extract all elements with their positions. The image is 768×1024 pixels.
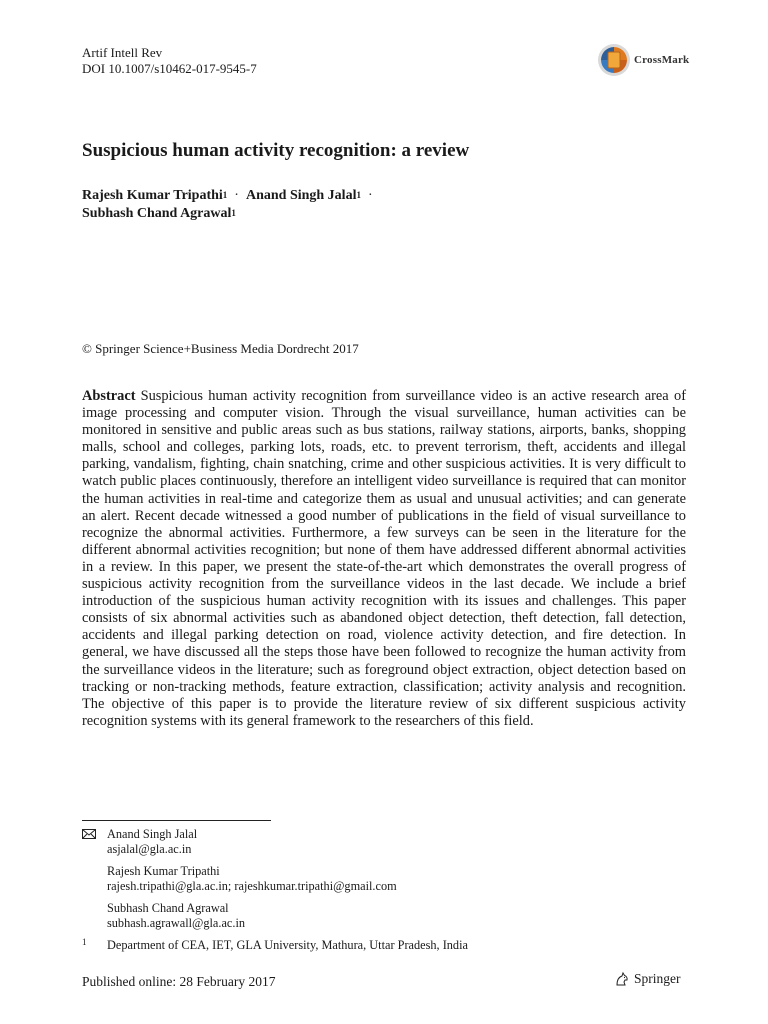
contact-email[interactable]: asjalal@gla.ac.in <box>107 842 192 856</box>
author-name[interactable]: Subhash Chand Agrawal <box>82 206 232 221</box>
correspondence-block <box>82 827 702 953</box>
contact-name: Rajesh Kumar Tripathi <box>107 864 220 878</box>
affiliation-number: 1 <box>82 937 87 947</box>
contact-name: Subhash Chand Agrawal <box>107 901 229 915</box>
copyright-notice: © Springer Science+Business Media Dordrecht 2017 <box>82 341 359 356</box>
author-name[interactable]: Rajesh Kumar Tripathi <box>82 188 223 203</box>
affiliation <box>82 938 702 953</box>
crossmark-badge[interactable] <box>597 43 689 77</box>
abstract-text: Suspicious human activity recognition from surveillance video is an active research area of image processing and computer vision. Through the visual surveillance, human activities can be monitored in sensitive and public areas such as bus stations, railway stations, airports, banks, shopping malls, school and colleges, parking lots, roads, etc. to prevent terrorism, theft, accidents and illegal parking, vandalism, fighting, chain snatching, crime and other suspicious activities. It is very difficult to watch public places continuously, therefore an intelligent video surveillance is required that can monitor the human activities in real-time and categorize them as usual and unusual activities; and can generate an alert. Recent decade witnessed a good number of publications in the field of visual surveillance to recognize the abnormal activities. Furthermore, a few surveys can be seen in the literature for the different abnormal activities recognition; but none of them have addressed different abnormal activities in a review. In this paper, we present the state-of-the-art which demonstrates the overall progress of suspicious activity recognition from the surveillance videos in the last decade. We include a brief introduction of the suspicious human activity recognition with its issues and challenges. This paper consists of six abnormal activities such as abandoned object detection, theft detection, fall detection, accidents and illegal parking detection on road, violence activity detection, and fire detection. In general, we have discussed all the steps those have been followed to recognize the human activity from the surveillance videos in the literature; such as foreground object extraction, object detection based on tracking or non-tracking methods, feature extraction, classification; activity analysis and recognition. The objective of this paper is to provide the literature review of six different suspicious activity recognition systems with its general framework to the researchers of this field. <box>82 388 686 729</box>
abstract <box>82 388 686 730</box>
author-separator: · <box>367 188 373 203</box>
author-list <box>82 187 380 223</box>
springer-horse-icon <box>614 971 630 987</box>
author-separator: · <box>234 188 239 203</box>
affiliation-marker: 1 <box>231 208 236 218</box>
affiliation-text: Department of CEA, IET, GLA University, Mathura, Uttar Pradesh, India <box>107 938 468 952</box>
doi: DOI 10.1007/s10462-017-9545-7 <box>82 61 257 76</box>
contact-email[interactable]: rajesh.tripathi@gla.ac.in; rajeshkumar.tripathi@gmail.com <box>107 879 397 893</box>
publisher-name: Springer <box>634 971 681 986</box>
envelope-icon <box>82 829 96 839</box>
affiliation-marker: 1 <box>356 190 361 200</box>
contact-entry <box>82 827 702 857</box>
contact-name: Anand Singh Jalal <box>107 827 198 841</box>
crossmark-label: CrossMark <box>634 54 690 66</box>
contact-entry <box>82 864 702 894</box>
author-name[interactable]: Anand Singh Jalal <box>245 188 357 203</box>
article-title: Suspicious human activity recognition: a review <box>82 140 470 161</box>
abstract-label: Abstract <box>82 388 136 404</box>
crossmark-icon <box>597 43 631 77</box>
publisher-logo[interactable] <box>614 971 681 987</box>
journal-header <box>82 45 257 77</box>
contact-email[interactable]: subhash.agrawall@gla.ac.in <box>107 916 246 930</box>
journal-name: Artif Intell Rev <box>82 45 163 60</box>
footnote-divider <box>82 820 271 821</box>
published-date: Published online: 28 February 2017 <box>82 974 276 989</box>
affiliation-marker: 1 <box>222 190 228 200</box>
contact-entry <box>82 901 702 931</box>
